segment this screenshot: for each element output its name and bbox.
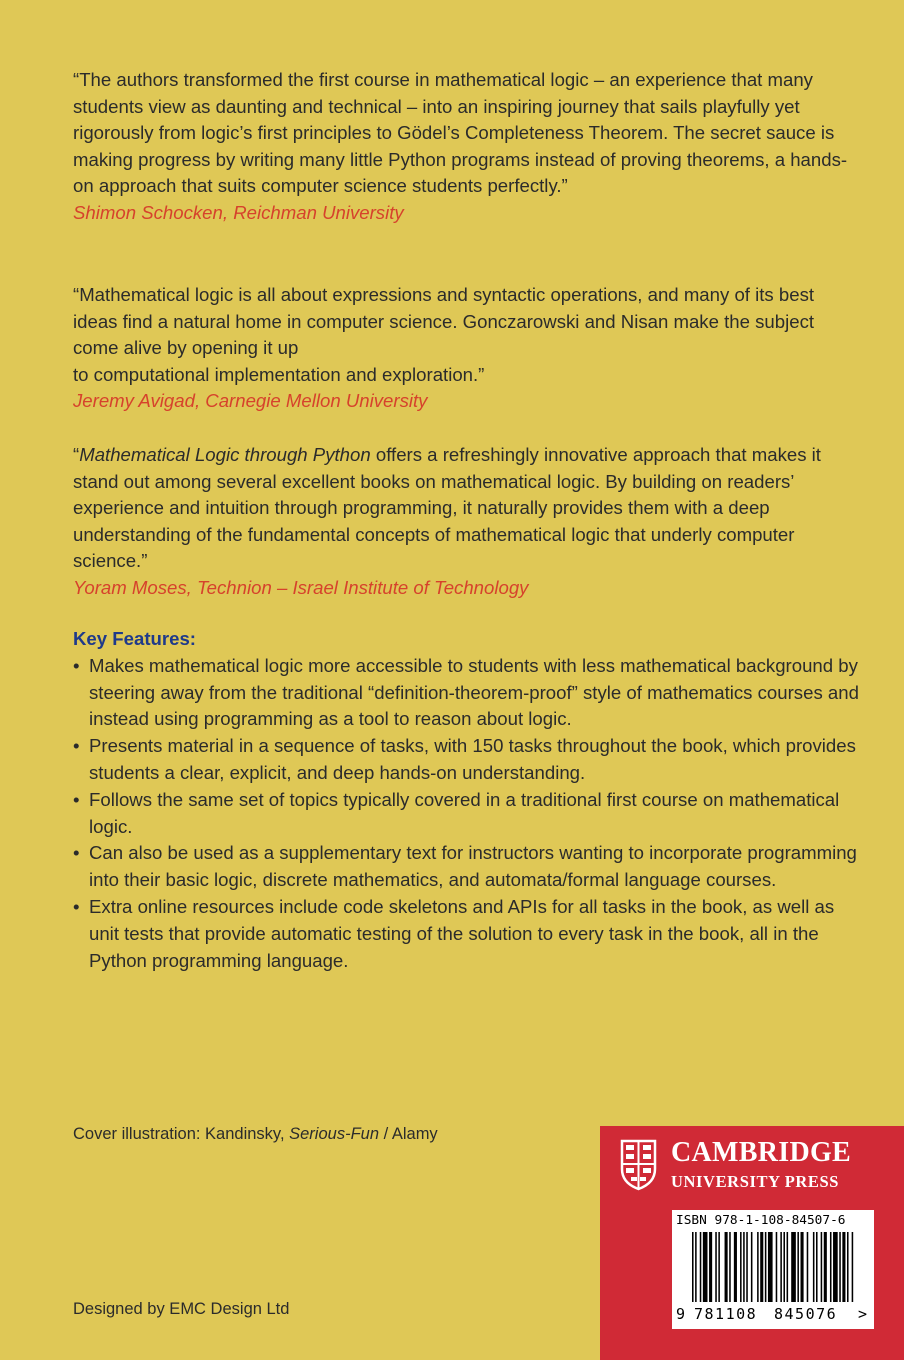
quote-body: offers a refreshingly innovative approach that makes it stand out among several excellent books on mathematical logic. By building on readers’ experience and intuition through programming, it naturally provides them with a deep understanding of the fundamental concepts of mathematical logic that underly computer science.” bbox=[73, 444, 821, 572]
barcode-bar bbox=[692, 1232, 694, 1302]
quote-text bbox=[73, 282, 863, 388]
barcode-bar bbox=[847, 1232, 849, 1302]
barcode-bar bbox=[821, 1232, 823, 1302]
barcode-bar bbox=[791, 1232, 796, 1302]
barcode-bar bbox=[801, 1232, 804, 1302]
designer-credit: Designed by EMC Design Ltd bbox=[73, 1300, 290, 1318]
feature-item: • Follows the same set of topics typically covered in a traditional first course on mathematical logic. bbox=[73, 787, 863, 841]
barcode-bar bbox=[740, 1232, 742, 1302]
cover-credit-prefix: Cover illustration: Kandinsky, bbox=[73, 1125, 290, 1143]
cover-illustration-credit bbox=[73, 1125, 438, 1144]
cover-credit-work: Serious-Fun bbox=[289, 1125, 379, 1143]
quote-attribution: Yoram Moses, Technion – Israel Institute of Technology bbox=[73, 576, 529, 598]
barcode-bar bbox=[816, 1232, 818, 1302]
key-features-heading: Key Features: bbox=[73, 628, 196, 649]
barcode-bar bbox=[797, 1232, 799, 1302]
quote-text: “The authors transformed the first course in mathematical logic – an experience that many students view as daunting and technical – into an inspiring journey that sails playfully yet rigorously from logic’s first principles to Gödel’s Completeness Theorem. The secret sauce is making progress by writing many little Python programs instead of proving theorems, a hands-on approach that suits computer science students perfectly.” bbox=[73, 69, 848, 197]
open-quote: “ bbox=[73, 444, 80, 465]
cambridge-crest-icon bbox=[620, 1139, 657, 1191]
quote-schocken bbox=[73, 67, 863, 227]
barcode-bar bbox=[718, 1232, 720, 1302]
barcode-bar bbox=[768, 1232, 773, 1302]
isbn-barcode bbox=[672, 1210, 874, 1329]
barcode-bar bbox=[807, 1232, 809, 1302]
barcode-bar bbox=[787, 1232, 789, 1302]
feature-item: • Presents material in a sequence of tasks, with 150 tasks throughout the book, which provides students a clear, explicit, and deep hands-on understanding. bbox=[73, 733, 863, 787]
quote-text-line2: to computational implementation and exploration.” bbox=[73, 363, 485, 385]
barcode-bar bbox=[725, 1232, 728, 1302]
barcode-bar bbox=[833, 1232, 838, 1302]
barcode-bar bbox=[760, 1232, 763, 1302]
barcode-bar bbox=[839, 1232, 841, 1302]
barcode-bar bbox=[734, 1232, 737, 1302]
barcode-end-mark: > bbox=[858, 1305, 868, 1323]
barcode-bar bbox=[709, 1232, 712, 1302]
barcode-bar bbox=[765, 1232, 767, 1302]
isbn-label: ISBN 978-1-108-84507-6 bbox=[676, 1213, 846, 1228]
barcode-bar bbox=[824, 1232, 827, 1302]
publisher-subname: UNIVERSITY PRESS bbox=[671, 1172, 840, 1191]
quote-text bbox=[73, 442, 863, 575]
quote-text-line1: “Mathematical logic is all about expressions and syntactic operations, and many of its best ideas find a natural home in computer science. Gonczarowski and Nisan make the subject come alive by opening it up bbox=[73, 284, 815, 359]
barcode-bar bbox=[729, 1232, 731, 1302]
quote-avigad bbox=[73, 282, 863, 415]
feature-item: • Extra online resources include code skeletons and APIs for all tasks in the book, as well as unit tests that provide automatic testing of the solution to every task in the book, all in the Python programming language. bbox=[73, 894, 863, 974]
barcode-bar bbox=[830, 1232, 832, 1302]
barcode-bar bbox=[842, 1232, 845, 1302]
barcode-bar bbox=[776, 1232, 778, 1302]
barcode-left-digits: 781108 bbox=[694, 1305, 758, 1323]
key-features bbox=[73, 626, 863, 974]
barcode-bar bbox=[715, 1232, 717, 1302]
book-title: Mathematical Logic through Python bbox=[79, 444, 371, 465]
barcode-bar bbox=[743, 1232, 745, 1302]
key-features-list bbox=[73, 653, 863, 975]
barcode-bar bbox=[700, 1232, 702, 1302]
barcode-bar bbox=[852, 1232, 854, 1302]
quote-attribution: Shimon Schocken, Reichman University bbox=[73, 201, 404, 223]
barcode-right-digits: 845076 bbox=[774, 1305, 838, 1323]
barcode-digits bbox=[672, 1305, 874, 1327]
barcode-bar bbox=[746, 1232, 748, 1302]
publisher-name: CAMBRIDGE bbox=[671, 1137, 852, 1168]
feature-item: • Can also be used as a supplementary text for instructors wanting to incorporate programming into their basic logic, discrete mathematics, and automata/formal language courses. bbox=[73, 840, 863, 894]
barcode-bar bbox=[780, 1232, 782, 1302]
barcode-bar bbox=[757, 1232, 759, 1302]
barcode-bar bbox=[751, 1232, 753, 1302]
quote-moses bbox=[73, 442, 863, 602]
barcode-bar bbox=[703, 1232, 708, 1302]
barcode-bar bbox=[813, 1232, 815, 1302]
barcode-bar bbox=[783, 1232, 785, 1302]
quote-attribution: Jeremy Avigad, Carnegie Mellon University bbox=[73, 390, 428, 412]
barcode-first-digit: 9 bbox=[676, 1305, 686, 1323]
cover-credit-suffix: / Alamy bbox=[379, 1125, 438, 1143]
feature-item: • Makes mathematical logic more accessible to students with less mathematical background by steering away from the traditional “definition-theorem-proof” style of mathematics courses and instead using programming as a tool to reason about logic. bbox=[73, 653, 863, 733]
barcode-bars bbox=[692, 1232, 854, 1306]
barcode-bar bbox=[695, 1232, 697, 1302]
